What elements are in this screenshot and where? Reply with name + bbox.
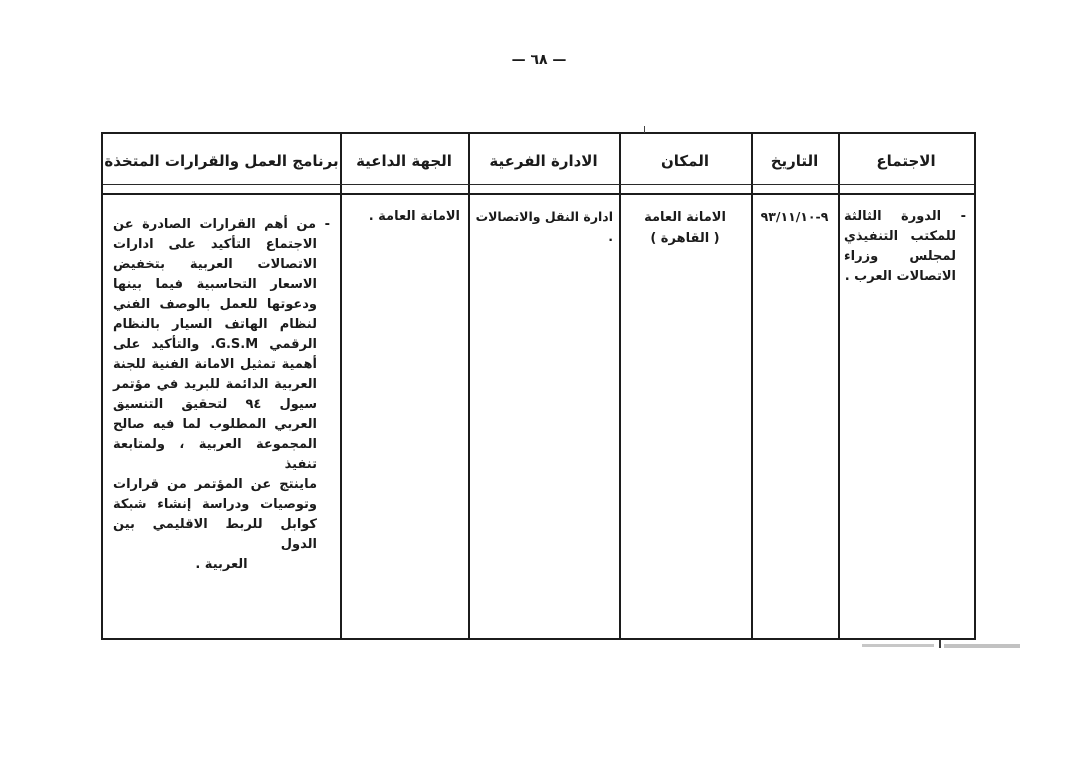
meetings-table bbox=[101, 132, 976, 640]
text-line: ( القاهرة ) bbox=[650, 231, 720, 246]
table-header-row bbox=[103, 134, 974, 193]
cell-inviting-body bbox=[340, 195, 468, 638]
text-line: وتوصيات ودراسة إنشاء شبكة bbox=[113, 497, 317, 512]
cell-meeting bbox=[838, 195, 974, 638]
header-date: التاريخ bbox=[770, 151, 819, 170]
text-line: الاسعار التحاسبية فيما بينها bbox=[113, 277, 317, 292]
header-sub-department: الادارة الفرعية bbox=[489, 151, 598, 170]
text-line: الاتصالات العرب . bbox=[844, 269, 956, 284]
page-number: — ٦٨ — bbox=[511, 52, 567, 68]
text-line: ماينتج عن المؤتمر من قرارات bbox=[113, 477, 317, 492]
text-line: أهمية تمثيل الامانة الفنية للجنة bbox=[113, 357, 317, 372]
text-line: للمكتب التنفيذي bbox=[844, 229, 956, 244]
text-line: العربية الدائمة للبريد في مؤتمر bbox=[113, 377, 317, 392]
text-line: كوابل للربط الاقليمي بين الدول bbox=[113, 517, 317, 552]
text-line: الامانة العامة bbox=[644, 210, 726, 225]
table-body-row bbox=[103, 195, 974, 638]
text-line: سيول ٩٤ لتحقيق التنسيق bbox=[113, 397, 317, 412]
text-line: - الدورة الثالثة bbox=[844, 209, 966, 224]
header-program: برنامج العمل والقرارات المتخذة bbox=[104, 151, 339, 170]
scan-artifact bbox=[939, 640, 941, 648]
scan-artifact bbox=[944, 644, 1020, 648]
text-line: الاجتماع التأكيد على ادارات bbox=[113, 237, 317, 252]
cell-place bbox=[619, 195, 751, 638]
date-value: ٩٣/١١/١٠-٩ bbox=[760, 209, 829, 224]
text-line: الاتصالات العربية بتخفيض bbox=[113, 257, 317, 272]
text-line: ودعوتها للعمل بالوصف الفني bbox=[113, 297, 317, 312]
text-line: الرقمي G.S.M. والتأكيد على bbox=[113, 337, 317, 352]
text-line: لمجلس وزراء bbox=[844, 249, 956, 264]
header-place: المكان bbox=[661, 151, 709, 170]
header-inviting-body: الجهة الداعية bbox=[356, 151, 452, 170]
text-line: المجموعة العربية ، ولمتابعة تنفيذ bbox=[113, 437, 317, 472]
text-line: لنظام الهاتف السيار بالنظام bbox=[113, 317, 317, 332]
text-line: - من أهم القرارات الصادرة عن bbox=[113, 217, 330, 232]
cell-program bbox=[103, 195, 340, 638]
cell-sub-department bbox=[468, 195, 619, 638]
cell-date bbox=[751, 195, 838, 638]
text-line: العربية . bbox=[195, 557, 248, 572]
text-line: العربي المطلوب لما فيه صالح bbox=[113, 417, 317, 432]
scan-artifact bbox=[862, 644, 934, 647]
inviting-body-text: الامانة العامة . bbox=[368, 209, 460, 224]
sub-department-text: ادارة النقل والاتصالات . bbox=[475, 209, 613, 244]
header-meeting: الاجتماع bbox=[876, 151, 936, 170]
